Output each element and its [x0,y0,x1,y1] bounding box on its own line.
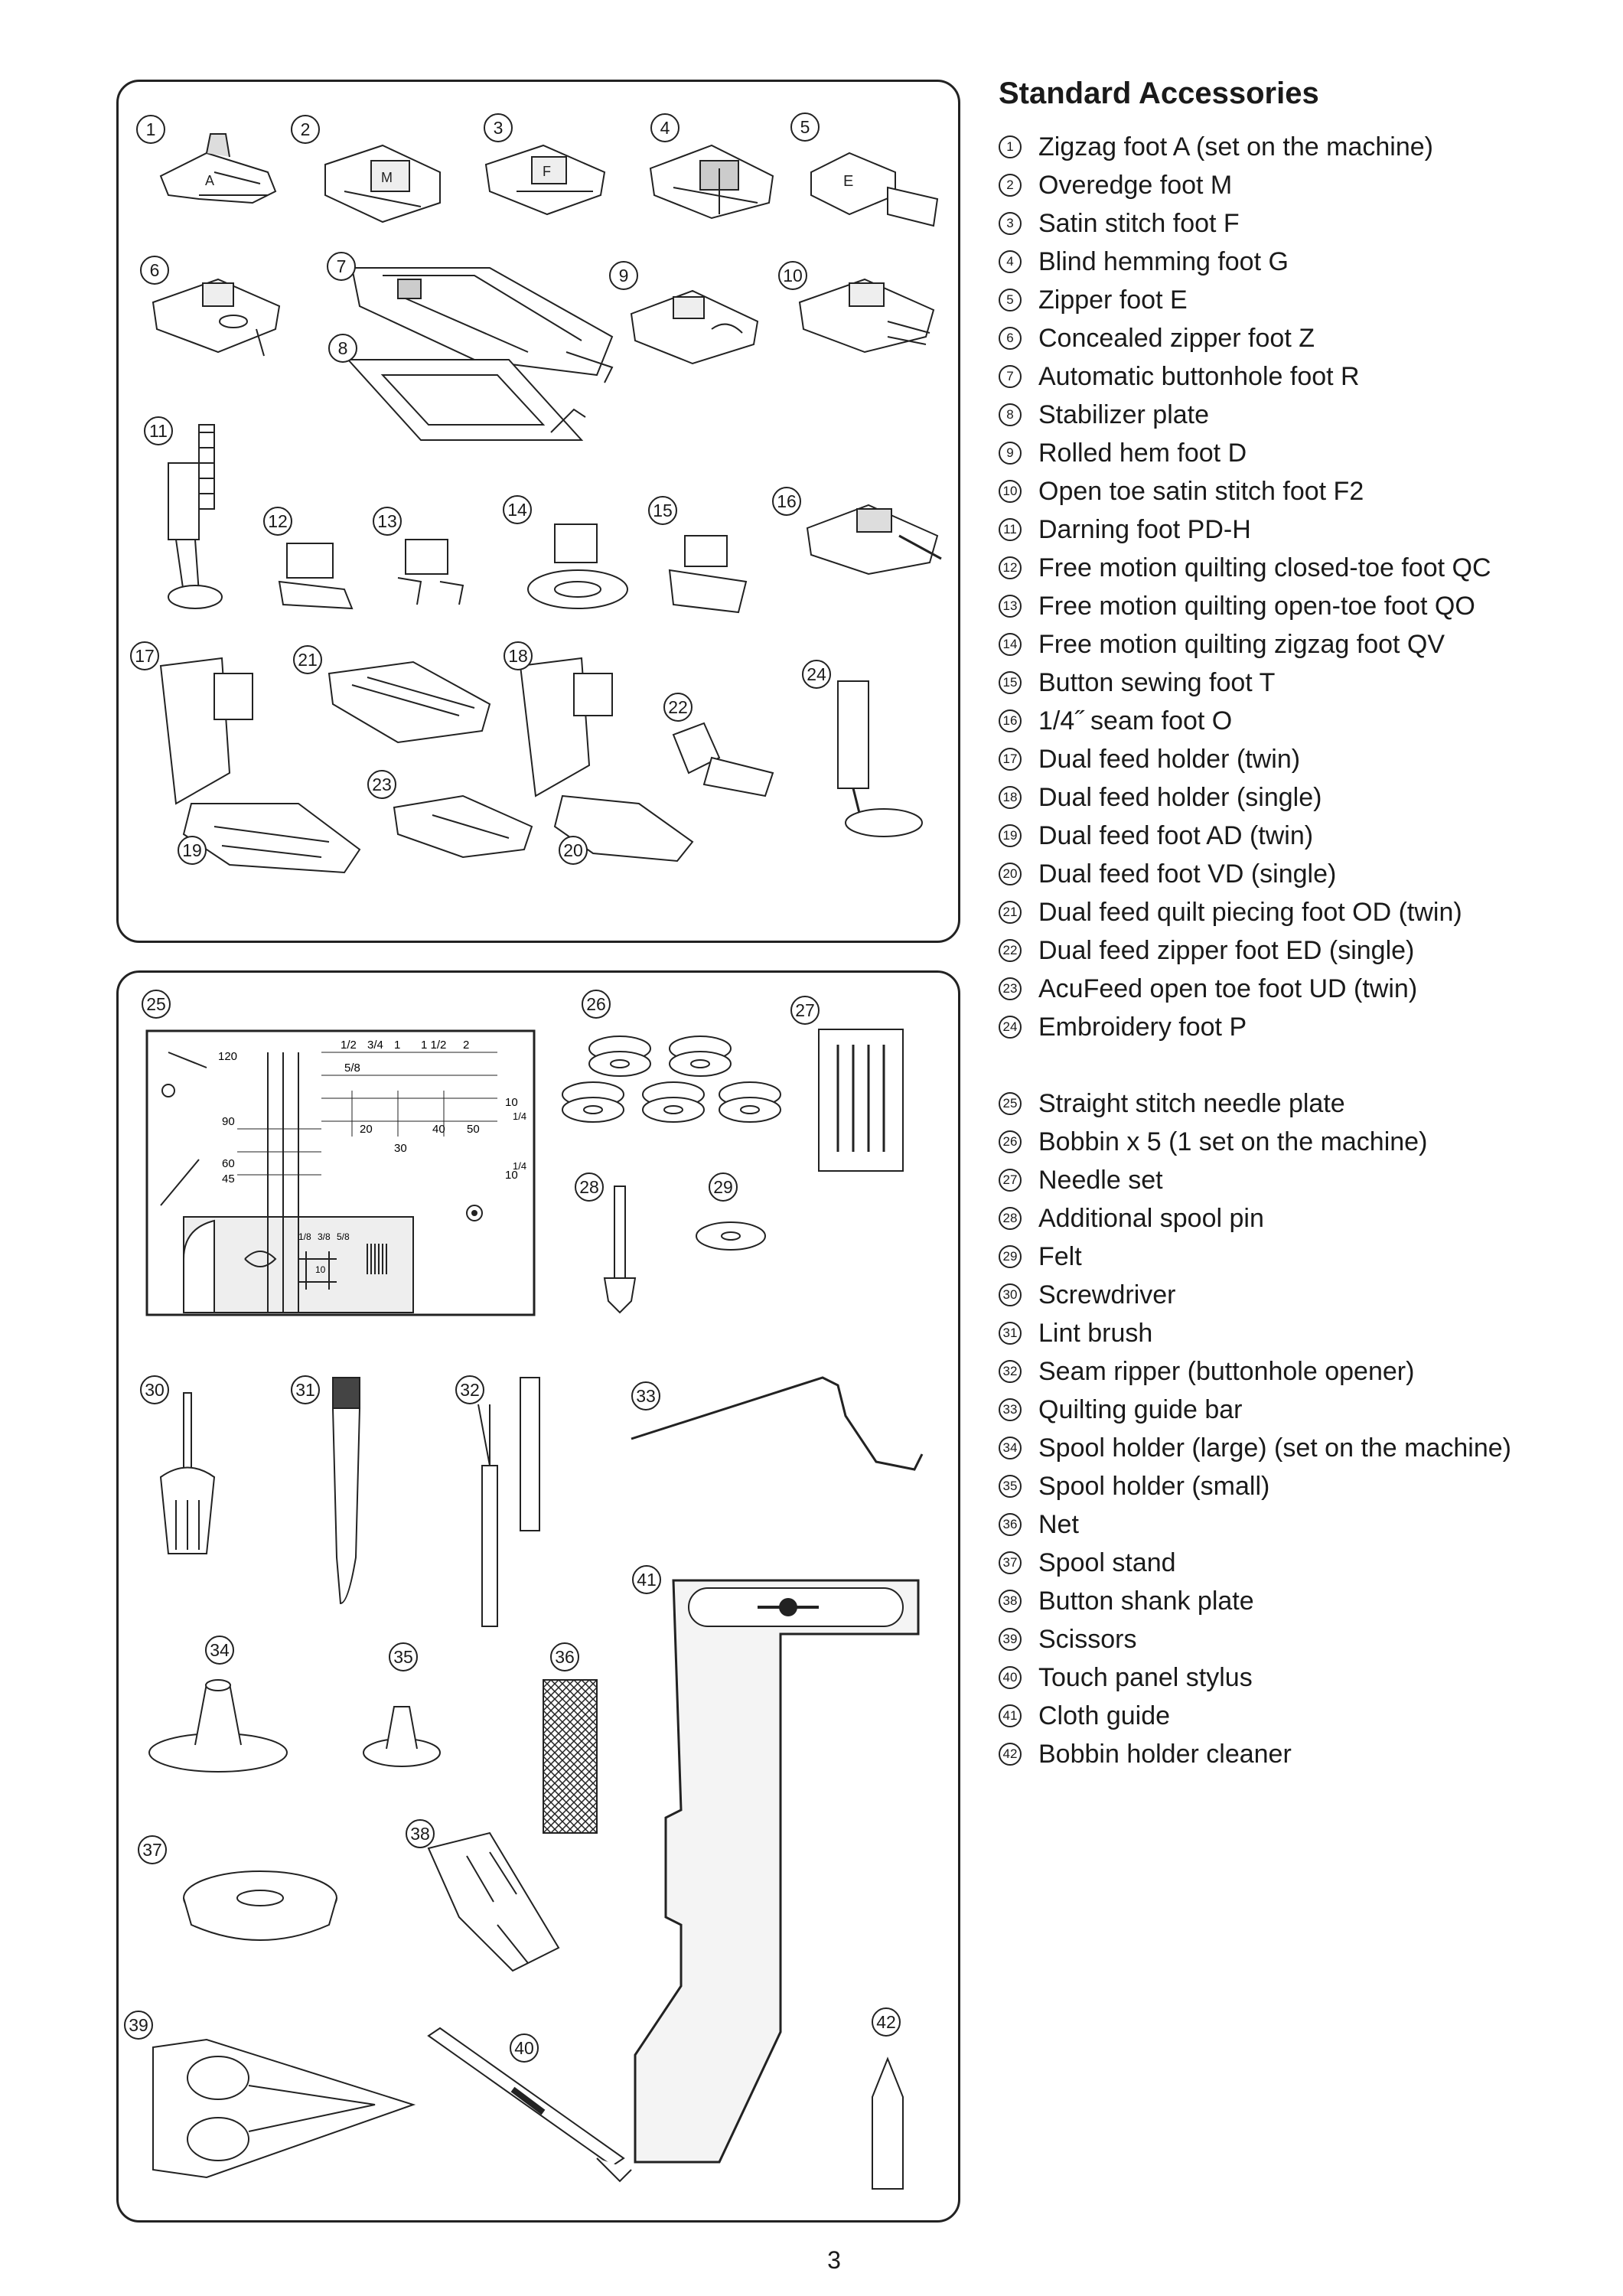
item-number: 24 [999,1016,1022,1039]
plate-grid-10-bottom: 10 [505,1169,518,1182]
callout-31: 31 [291,1375,320,1404]
item-label: 1/4˝ seam foot O [1038,706,1233,735]
item-label: Button shank plate [1038,1586,1254,1616]
callout-40: 40 [510,2033,539,2063]
item-label: Felt [1038,1241,1082,1271]
item-number: 7 [999,365,1022,388]
item-number: 31 [999,1322,1022,1345]
item-number: 41 [999,1704,1022,1727]
item-number: 39 [999,1628,1022,1651]
list-item [999,396,1511,434]
item-label: Additional spool pin [1038,1203,1264,1233]
list-item [999,1429,1511,1467]
item-label: Open toe satin stitch foot F2 [1038,476,1364,506]
plate-fraction-bottom: 1/4 [513,1160,527,1172]
plate-grid-10-top: 10 [505,1096,518,1109]
item-number: 34 [999,1437,1022,1459]
section-heading: Standard Accessories [999,77,1319,110]
list-item [999,1620,1511,1658]
item-number: 22 [999,939,1022,962]
list-item [999,319,1511,357]
callout-21: 21 [293,645,322,674]
list-item [999,1123,1511,1161]
item-label: Spool holder (small) [1038,1471,1270,1501]
item-number: 28 [999,1207,1022,1230]
item-label: Quilting guide bar [1038,1394,1243,1424]
felt-illustration [693,1217,769,1255]
item-label: Dual feed zipper foot ED (single) [1038,935,1415,965]
list-item [999,243,1511,281]
plate-cover-mark-10: 10 [315,1264,326,1275]
darning-foot-illustration [153,417,237,616]
callout-1: 1 [136,115,165,144]
plate-left-scale-120: 120 [218,1050,238,1063]
plate-top-scale-one: 1 [394,1039,401,1052]
item-label: Lint brush [1038,1318,1153,1348]
list-item [999,817,1511,855]
list-item [999,970,1511,1008]
callout-11: 11 [144,416,173,445]
list-item [999,1735,1511,1773]
plate-grid-20: 20 [360,1123,373,1136]
item-number: 17 [999,748,1022,771]
item-label: Dual feed holder (twin) [1038,744,1301,774]
bobbin-holder-cleaner-illustration [861,2051,914,2197]
list-item [999,1467,1511,1505]
spool-holder-small-illustration [352,1691,451,1776]
quilting-zigzag-foot-illustration [520,517,635,616]
foot-marking-e: E [843,173,854,190]
callout-17: 17 [130,641,159,670]
item-number: 25 [999,1092,1022,1115]
foot-marking-m: M [381,170,393,185]
callout-37: 37 [138,1835,167,1864]
callout-35: 35 [389,1642,418,1671]
item-label: Seam ripper (buttonhole opener) [1038,1356,1415,1386]
callout-20: 20 [559,836,588,865]
callout-34: 34 [205,1636,234,1665]
callout-26: 26 [582,990,611,1019]
item-number: 1 [999,135,1022,158]
item-number: 16 [999,709,1022,732]
callout-25: 25 [142,990,171,1019]
item-label: Zipper foot E [1038,285,1188,315]
item-number: 23 [999,977,1022,1000]
item-number: 12 [999,556,1022,579]
callout-24: 24 [802,660,831,689]
callout-30: 30 [140,1375,169,1404]
item-label: Blind hemming foot G [1038,246,1289,276]
item-label: Touch panel stylus [1038,1662,1253,1692]
item-number: 18 [999,786,1022,809]
blind-hemming-foot-g-illustration [643,130,781,226]
item-label: Spool holder (large) (set on the machine) [1038,1433,1511,1463]
item-number: 6 [999,327,1022,350]
item-label: Dual feed quilt piecing foot OD (twin) [1038,897,1462,927]
list-item [999,1352,1511,1391]
item-number: 3 [999,212,1022,235]
item-number: 26 [999,1130,1022,1153]
spool-holder-large-illustration [142,1668,295,1776]
list-item [999,1238,1511,1276]
callout-14: 14 [503,495,532,524]
callout-38: 38 [406,1819,435,1848]
item-label: Straight stitch needle plate [1038,1088,1345,1118]
list-item [999,1161,1511,1199]
item-number: 38 [999,1590,1022,1613]
list-item [999,778,1511,817]
callout-18: 18 [504,641,533,670]
plate-grid-40: 40 [432,1123,445,1136]
list-item [999,1199,1511,1238]
item-label: Scissors [1038,1624,1137,1654]
item-label: AcuFeed open toe foot UD (twin) [1038,974,1418,1003]
plate-top-scale-half: 1/2 [341,1039,357,1052]
list-item [999,740,1511,778]
item-label: Concealed zipper foot Z [1038,323,1315,353]
plate-left-scale-90: 90 [222,1115,235,1128]
list-item [999,664,1511,702]
callout-33: 33 [631,1381,660,1411]
needle-set-illustration [811,1022,914,1175]
accessory-list [999,128,1511,1773]
item-number: 2 [999,174,1022,197]
callout-41: 41 [632,1565,661,1594]
open-toe-foot-illustration [796,268,941,360]
plate-grid-50: 50 [467,1123,480,1136]
callout-28: 28 [575,1172,604,1202]
item-label: Zigzag foot A (set on the machine) [1038,132,1433,161]
list-item [999,1084,1511,1123]
item-number: 13 [999,595,1022,618]
item-label: Dual feed foot VD (single) [1038,859,1337,889]
item-number: 20 [999,863,1022,885]
list-item [999,510,1511,549]
screwdriver-illustration [153,1385,222,1561]
list-item [999,893,1511,931]
plate-left-scale-45: 45 [222,1172,235,1186]
list-item [999,549,1511,587]
list-item [999,855,1511,893]
callout-7: 7 [327,252,356,281]
callout-12: 12 [263,507,292,536]
quilting-guide-bar-illustration [624,1370,930,1485]
list-item [999,1276,1511,1314]
item-label: Bobbin holder cleaner [1038,1739,1292,1769]
quilting-closed-toe-foot-illustration [272,536,360,612]
callout-16: 16 [772,487,801,516]
item-number: 30 [999,1283,1022,1306]
plate-cover-mark-five-eighths: 5/8 [337,1231,350,1242]
needle-plate-illustration [145,1029,536,1316]
item-label: Embroidery foot P [1038,1012,1247,1042]
page-number: 3 [827,2246,841,2274]
list-item [999,166,1511,204]
item-number: 19 [999,824,1022,847]
item-label: Free motion quilting closed-toe foot QC [1038,553,1491,582]
plate-left-scale-60: 60 [222,1157,235,1170]
item-label: Bobbin x 5 (1 set on the machine) [1038,1127,1428,1156]
item-label: Screwdriver [1038,1280,1176,1309]
item-number: 27 [999,1169,1022,1192]
button-sewing-foot-illustration [662,528,761,620]
item-number: 5 [999,289,1022,311]
item-label: Automatic buttonhole foot R [1038,361,1360,391]
item-label: Darning foot PD-H [1038,514,1251,544]
overedge-foot-m-illustration [314,130,451,230]
zigzag-foot-a-illustration [153,130,283,222]
plate-top-scale-two: 2 [463,1039,470,1052]
list-item [999,1008,1511,1046]
button-shank-plate-illustration [421,1825,566,1978]
item-label: Dual feed foot AD (twin) [1038,820,1314,850]
item-number: 14 [999,633,1022,656]
callout-36: 36 [550,1642,579,1671]
list-item [999,587,1511,625]
callout-3: 3 [484,113,513,142]
callout-13: 13 [373,507,402,536]
item-number: 36 [999,1513,1022,1536]
spool-stand-illustration [176,1860,344,1952]
item-label: Overedge foot M [1038,170,1233,200]
item-label: Satin stitch foot F [1038,208,1240,238]
callout-6: 6 [140,256,169,285]
lint-brush-illustration [318,1374,379,1611]
list-item [999,702,1511,740]
callout-29: 29 [709,1172,738,1202]
foot-marking-a: A [205,173,215,188]
plate-top-scale-five-eighths: 5/8 [344,1062,360,1075]
item-label: Rolled hem foot D [1038,438,1247,468]
list-item [999,434,1511,472]
bobbins-illustration [559,1029,784,1137]
plate-top-scale-one-half: 1 1/2 [421,1039,447,1052]
seam-ripper-illustration [455,1374,555,1634]
item-label: Button sewing foot T [1038,667,1276,697]
quarter-inch-seam-foot-illustration [800,490,945,582]
item-number: 4 [999,250,1022,273]
item-number: 21 [999,901,1022,924]
item-label: Cloth guide [1038,1701,1171,1730]
rolled-hem-foot-illustration [627,276,765,367]
net-illustration [539,1676,601,1837]
list-item [999,357,1511,396]
zipper-foot-e-illustration [803,142,945,233]
list-item [999,1314,1511,1352]
callout-27: 27 [790,996,820,1025]
item-number: 33 [999,1398,1022,1421]
item-label: Needle set [1038,1165,1163,1195]
embroidery-foot-illustration [823,673,930,842]
item-label: Spool stand [1038,1548,1176,1577]
item-number: 42 [999,1743,1022,1766]
foot-marking-f: F [543,164,551,179]
list-item [999,204,1511,243]
callout-10: 10 [778,261,807,290]
list-item [999,1544,1511,1582]
item-number: 9 [999,442,1022,465]
item-label: Free motion quilting zigzag foot QV [1038,629,1445,659]
dual-feed-zipper-foot-illustration [666,712,788,804]
callout-19: 19 [178,836,207,865]
item-number: 32 [999,1360,1022,1383]
item-number: 37 [999,1551,1022,1574]
callout-23: 23 [367,770,396,799]
additional-spool-pin-illustration [593,1179,647,1316]
list-item [999,1658,1511,1697]
item-label: Stabilizer plate [1038,400,1210,429]
list-item [999,625,1511,664]
callout-32: 32 [455,1375,484,1404]
quilt-piecing-foot-illustration [321,651,497,750]
callout-15: 15 [648,496,677,525]
list-item [999,472,1511,510]
item-label: Net [1038,1509,1079,1539]
plate-grid-30: 30 [394,1142,407,1155]
scissors-illustration [145,2032,421,2185]
list-item [999,1697,1511,1735]
satin-stitch-foot-f-illustration [478,130,612,222]
item-number: 29 [999,1245,1022,1268]
list-item [999,1505,1511,1544]
callout-22: 22 [663,693,693,722]
list-item [999,931,1511,970]
item-number: 10 [999,480,1022,503]
list-item [999,1391,1511,1429]
list-item [999,128,1511,166]
list-item [999,281,1511,319]
item-number: 11 [999,518,1022,541]
item-number: 40 [999,1666,1022,1689]
plate-top-scale-three-quarter: 3/4 [367,1039,383,1052]
callout-5: 5 [790,113,820,142]
item-label: Free motion quilting open-toe foot QO [1038,591,1475,621]
callout-39: 39 [124,2011,153,2040]
item-label: Dual feed holder (single) [1038,782,1322,812]
stabilizer-plate-illustration [344,348,589,463]
list-item [999,1582,1511,1620]
callout-4: 4 [650,113,680,142]
callout-2: 2 [291,115,320,144]
callout-42: 42 [872,2007,901,2037]
plate-cover-mark-eighth: 1/8 [298,1231,311,1242]
item-number: 8 [999,403,1022,426]
plate-cover-mark-three-eighths: 3/8 [318,1231,331,1242]
callout-9: 9 [609,261,638,290]
callout-8: 8 [328,334,357,363]
item-number: 35 [999,1475,1022,1498]
quilting-open-toe-foot-illustration [386,532,474,608]
plate-fraction-top: 1/4 [513,1110,527,1122]
concealed-zipper-foot-illustration [149,268,283,360]
item-number: 15 [999,671,1022,694]
